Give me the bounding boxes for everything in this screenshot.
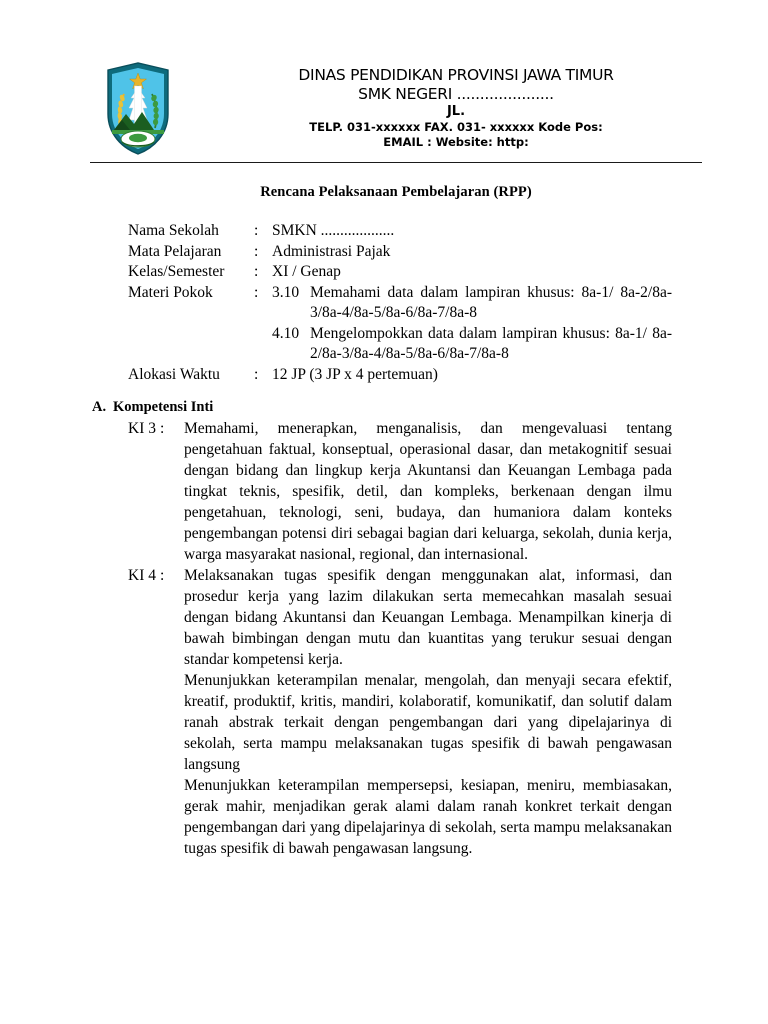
kompetensi-colon: : [160, 567, 165, 584]
identity-label: Nama Sekolah [128, 222, 219, 239]
identity-block [128, 221, 673, 385]
section-title: Kompetensi Inti [113, 399, 214, 415]
section-heading [92, 398, 672, 417]
identity-row-mata-pelajaran [128, 242, 673, 263]
header-divider [90, 162, 702, 163]
materi-pokok-text: Memahami data dalam lampiran khusus: 8a-1/ 8a-2/8a-3/8a-4/8a-5/8a-6/8a-7/8a-8 [310, 283, 672, 321]
kompetensi-inti-row-ki3 [92, 418, 672, 565]
kompetensi-paragraph: Memahami, menerapkan, menganalisis, dan mengevaluasi tentang pengetahuan faktual, konseptual, operasional dasar, dan metakognitif sesuai dengan bidang dan lingkup kerja Akuntansi dan Keuangan Lembaga pada tingkat teknis, spesifik, detil, dan kompleks, berkenaan dengan ilmu pengetahuan, teknologi, seni, budaya, dan humaniora dalam konteks pengembangan potensi diri sebagai bagian dari keluarga, sekolah, dunia kerja, warga masyarakat nasional, regional, dan internasional. [184, 420, 672, 563]
identity-row-materi-pokok [128, 283, 673, 365]
phone-fax-line: TELP. 031-xxxxxx FAX. 031- xxxxxx Kode Pos: [309, 120, 603, 134]
identity-value: SMKN ................... [272, 222, 395, 239]
identity-label: Alokasi Waktu [128, 365, 220, 383]
identity-row-kelas-semester [128, 262, 673, 283]
school-name: SMK NEGERI ..................... [358, 85, 554, 103]
identity-value: 12 JP (3 JP x 4 pertemuan) [272, 365, 438, 383]
materi-pokok-list [272, 283, 672, 365]
identity-row-nama-sekolah [128, 221, 673, 242]
kompetensi-key: KI 4 [128, 567, 156, 584]
identity-label: Kelas/Semester [128, 263, 225, 280]
identity-row-alokasi-waktu [128, 365, 673, 386]
kompetensi-paragraph: Menunjukkan keterampilan menalar, mengolah, dan menyaji secara efektif, kreatif, produktif, kritis, mandiri, kolaboratif, komunikatif, dan solutif dalam ranah abstrak terkait dengan pengembangan dari yang dipelajarinya di sekolah, serta mampu melaksanakan tugas spesifik di bawah pengawasan langsung [184, 672, 672, 773]
kompetensi-inti-row-ki4 [92, 565, 672, 859]
kompetensi-colon: : [160, 420, 165, 437]
kompetensi-body [184, 565, 672, 859]
kompetensi-key: KI 3 [128, 420, 156, 437]
east-java-province-emblem-icon [98, 58, 178, 158]
street-address: JL. [446, 104, 466, 119]
kompetensi-paragraph: Menunjukkan keterampilan mempersepsi, kesiapan, meniru, membiasakan, gerak mahir, menjadikan gerak alami dalam ranah konkret terkait dengan pengembangan dari yang dipelajarinya di sekolah, serta mampu melaksanakan tugas spesifik di bawah pengawasan langsung. [184, 777, 672, 857]
identity-colon: : [254, 283, 259, 301]
identity-colon: : [254, 242, 259, 260]
agency-name: DINAS PENDIDIKAN PROVINSI JAWA TIMUR [298, 66, 614, 84]
identity-value: Administrasi Pajak [272, 242, 391, 260]
identity-label: Materi Pokok [128, 283, 213, 301]
letterhead [90, 56, 702, 160]
identity-colon: : [254, 263, 259, 280]
materi-pokok-item [272, 283, 672, 324]
materi-pokok-number: 4.10 [272, 324, 300, 342]
identity-colon: : [254, 222, 259, 239]
letterhead-text [210, 66, 702, 150]
materi-pokok-text: Mengelompokkan data dalam lampiran khusus: 8a-1/ 8a-2/8a-3/8a-4/8a-5/8a-6/8a-7/8a-8 [310, 324, 672, 362]
identity-label: Mata Pelajaran [128, 242, 222, 260]
materi-pokok-number: 3.10 [272, 283, 300, 301]
materi-pokok-item [272, 324, 672, 365]
email-website-line: EMAIL : Website: http: [383, 135, 529, 149]
kompetensi-inti-list [92, 418, 672, 859]
section-kompetensi-inti [92, 398, 672, 859]
kompetensi-body [184, 418, 672, 565]
identity-value: XI / Genap [272, 263, 341, 280]
identity-colon: : [254, 365, 259, 383]
section-letter: A. [92, 399, 107, 415]
kompetensi-paragraph: Melaksanakan tugas spesifik dengan menggunakan alat, informasi, dan prosedur kerja yang lazim dilakukan serta memecahkan masalah sesuai dengan bidang Akuntansi dan Keuangan Lembaga. Menampilkan kinerja di bawah bimbingan dengan mutu dan kuantitas yang terukur sesuai dengan standar kompetensi kerja. [184, 567, 672, 668]
page-title: Rencana Pelaksanaan Pembelajaran (RPP) [260, 184, 532, 200]
